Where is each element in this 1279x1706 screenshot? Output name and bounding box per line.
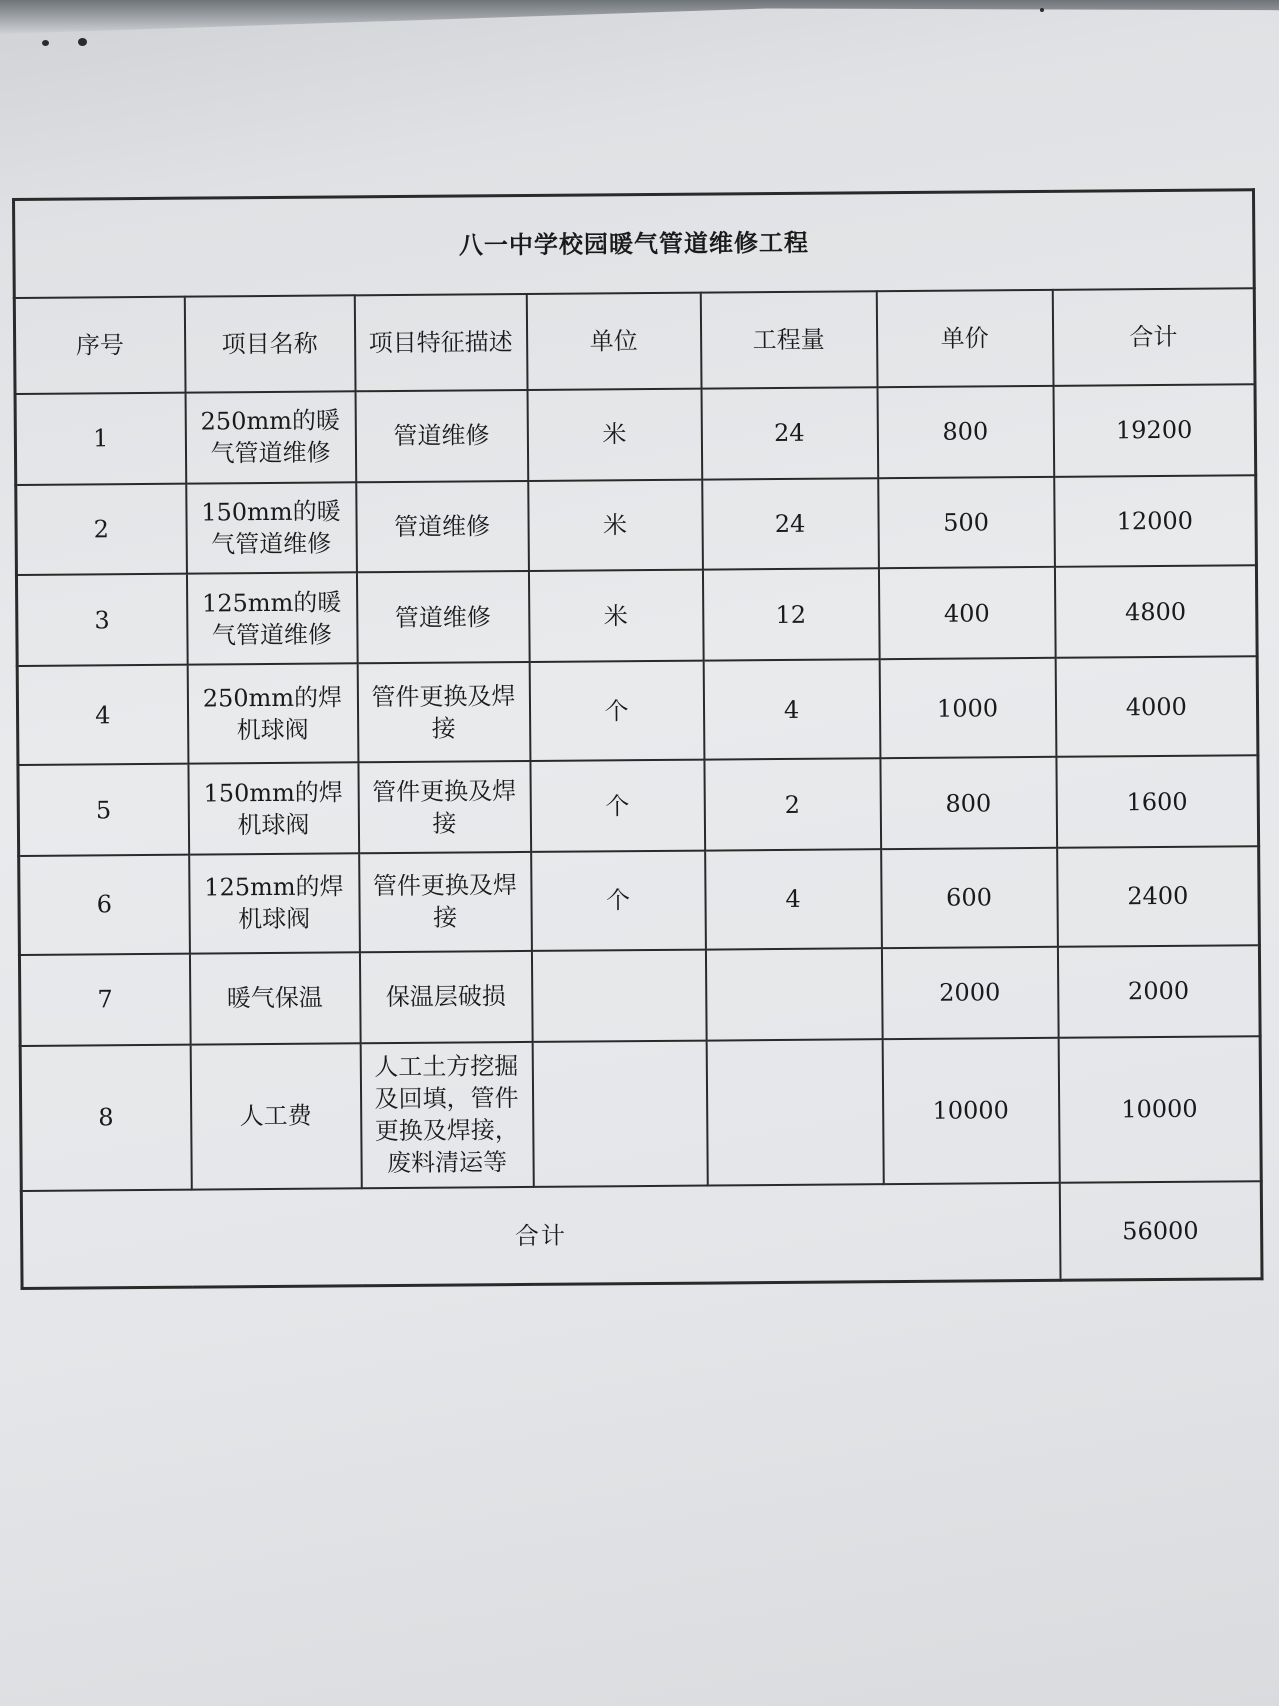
item-unit-price: 800 xyxy=(880,757,1057,849)
item-name: 暖气保温 xyxy=(189,952,360,1044)
row-number: 3 xyxy=(16,574,187,666)
item-quantity: 12 xyxy=(702,569,879,661)
grand-total-row xyxy=(21,1181,1262,1288)
header-cell: 单位 xyxy=(526,292,701,389)
item-quantity: 24 xyxy=(702,478,879,570)
item-description: 管道维修 xyxy=(356,571,529,663)
item-description: 人工土方挖掘及回填，管件更换及焊接，废料清运等 xyxy=(360,1042,533,1189)
item-description: 管道维修 xyxy=(356,481,529,573)
item-unit: 米 xyxy=(528,570,703,662)
header-cell: 单价 xyxy=(876,290,1053,387)
row-number: 1 xyxy=(15,392,186,484)
item-unit xyxy=(531,949,706,1041)
cost-sheet xyxy=(12,188,1261,1290)
item-quantity xyxy=(705,948,882,1040)
header-cell: 合计 xyxy=(1052,288,1255,385)
row-number: 4 xyxy=(17,665,188,765)
row-number: 5 xyxy=(18,764,189,856)
item-total: 19200 xyxy=(1053,384,1256,476)
item-name: 150mm的暖气管道维修 xyxy=(186,482,357,574)
row-number: 8 xyxy=(20,1044,191,1191)
item-total: 10000 xyxy=(1058,1036,1261,1183)
item-unit-price: 1000 xyxy=(879,658,1056,758)
paper-speck xyxy=(42,40,49,46)
item-unit-price: 800 xyxy=(877,386,1054,478)
header-row xyxy=(14,288,1255,394)
item-unit: 个 xyxy=(529,661,704,761)
item-description: 管件更换及焊接 xyxy=(358,761,531,853)
header-cell: 项目特征描述 xyxy=(354,294,527,391)
paper-speck xyxy=(78,38,87,46)
paper-speck xyxy=(1040,8,1044,12)
row-number: 2 xyxy=(16,483,187,575)
table-row xyxy=(17,656,1258,765)
item-quantity: 24 xyxy=(701,387,878,479)
item-name: 125mm的暖气管道维修 xyxy=(186,573,357,665)
item-unit-price: 500 xyxy=(878,476,1055,568)
item-total: 4800 xyxy=(1054,566,1257,658)
item-description: 管件更换及焊接 xyxy=(359,852,532,952)
table-row xyxy=(16,475,1257,576)
table-row xyxy=(20,1036,1261,1191)
table-row xyxy=(16,566,1257,667)
table-title: 八一中学校园暖气管道维修工程 xyxy=(14,190,1255,298)
table-row xyxy=(19,945,1260,1046)
item-name: 人工费 xyxy=(190,1043,361,1190)
row-number: 7 xyxy=(19,954,190,1046)
item-name: 125mm的焊机球阀 xyxy=(189,853,360,953)
item-unit-price: 600 xyxy=(881,848,1058,948)
item-unit-price: 2000 xyxy=(881,947,1058,1039)
item-quantity: 4 xyxy=(703,659,880,759)
photo-top-edge xyxy=(0,0,1279,34)
cost-table xyxy=(12,188,1264,1290)
grand-total-label: 合计 xyxy=(21,1183,1060,1289)
item-description: 管道维修 xyxy=(355,390,528,482)
item-name: 150mm的焊机球阀 xyxy=(188,762,359,854)
item-description: 保温层破损 xyxy=(359,951,532,1043)
item-total: 12000 xyxy=(1054,475,1257,567)
item-unit: 米 xyxy=(528,479,703,571)
table-row xyxy=(19,846,1260,955)
item-unit-price: 400 xyxy=(878,567,1055,659)
item-unit: 米 xyxy=(527,388,702,480)
item-unit-price: 10000 xyxy=(882,1038,1059,1185)
table-row xyxy=(18,755,1259,856)
item-total: 1600 xyxy=(1056,755,1259,847)
item-total: 2000 xyxy=(1057,945,1260,1037)
item-quantity: 4 xyxy=(705,849,882,949)
header-cell: 工程量 xyxy=(700,291,877,388)
item-quantity: 2 xyxy=(704,758,881,850)
header-cell: 序号 xyxy=(14,297,185,394)
item-unit: 个 xyxy=(531,851,706,951)
row-number: 6 xyxy=(19,855,190,955)
item-unit xyxy=(532,1040,707,1187)
item-unit: 个 xyxy=(530,760,705,852)
item-total: 2400 xyxy=(1057,846,1260,946)
item-description: 管件更换及焊接 xyxy=(357,662,530,762)
header-cell: 项目名称 xyxy=(184,295,355,392)
item-quantity xyxy=(706,1039,883,1186)
item-total: 4000 xyxy=(1055,656,1258,756)
item-name: 250mm的暖气管道维修 xyxy=(185,391,356,483)
table-row xyxy=(15,384,1256,485)
item-name: 250mm的焊机球阀 xyxy=(187,664,358,764)
grand-total-value: 56000 xyxy=(1059,1181,1262,1280)
